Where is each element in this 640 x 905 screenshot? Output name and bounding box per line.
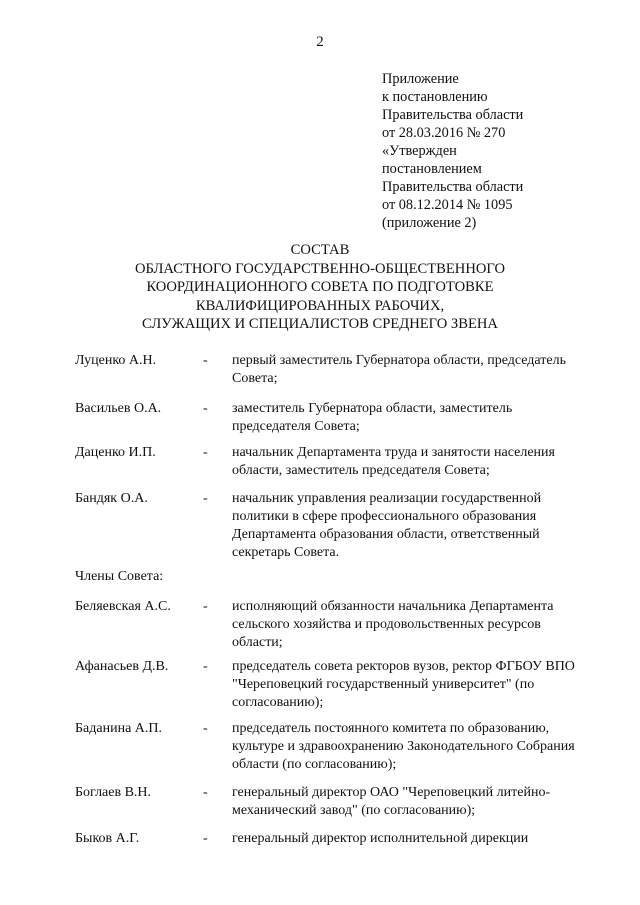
position-line: области, заместитель председателя Совета; (232, 463, 490, 478)
position-line: области; (232, 635, 283, 650)
dash: - (203, 353, 208, 368)
document-title (0, 241, 640, 334)
title-line: КВАЛИФИЦИРОВАННЫХ РАБОЧИХ, (195, 297, 445, 314)
position-line: председателя Совета; (232, 419, 360, 434)
member-position (232, 784, 604, 820)
page-number: 2 (316, 34, 324, 50)
member-position (232, 830, 604, 848)
member-name: Боглаев В.Н. (75, 785, 152, 800)
appendix-line: к постановлению (382, 89, 488, 105)
appendix-line: от 28.03.2016 № 270 (382, 125, 506, 141)
title-line: СЛУЖАЩИХ И СПЕЦИАЛИСТОВ СРЕДНЕГО ЗВЕНА (142, 316, 498, 332)
dash: - (203, 401, 208, 416)
member-name: Даценко И.П. (75, 445, 156, 460)
position-line: политики в сфере профессионального образования (232, 509, 537, 524)
position-line: первый заместитель Губернатора области, председатель (232, 353, 566, 368)
position-line: Департамента образования области, ответственный (232, 527, 540, 542)
position-line: сельского хозяйства и продовольственных ресурсов (232, 617, 541, 632)
dash: - (203, 721, 208, 736)
dash: - (203, 659, 208, 674)
position-line: механический завод" (по согласованию); (232, 803, 476, 818)
position-line: секретарь Совета. (232, 545, 340, 560)
member-position (232, 720, 604, 774)
member-position (232, 352, 604, 388)
appendix-line: Правительства области (382, 107, 524, 123)
position-line: согласованию); (232, 695, 324, 710)
member-name: Быков А.Г. (75, 831, 140, 846)
members-label: Члены Совета: (75, 569, 164, 584)
dash: - (203, 491, 208, 506)
position-line: культуре и здравоохранению Законодательного Собрания (232, 739, 575, 754)
member-name: Афанасьев Д.В. (75, 659, 169, 674)
position-line: генеральный директор ОАО "Череповецкий литейно- (232, 785, 551, 800)
member-name: Баданина А.П. (75, 721, 163, 736)
appendix-header (382, 70, 523, 232)
position-line: председатель совета ректоров вузов, ректор ФГБОУ ВПО (232, 659, 575, 674)
position-line: исполняющий обязанности начальника Департамента (232, 599, 554, 614)
title-line: КООРДИНАЦИОННОГО СОВЕТА ПО ПОДГОТОВКЕ (146, 279, 494, 295)
member-position (232, 400, 604, 436)
dash: - (203, 785, 208, 800)
position-line: "Череповецкий государственный университет" (по (232, 677, 535, 692)
appendix-line: Правительства области (382, 179, 524, 195)
member-name: Бандяк О.А. (75, 491, 148, 506)
position-line: начальник Департамента труда и занятости населения (232, 445, 555, 460)
dash: - (203, 599, 208, 614)
appendix-line: постановлением (382, 161, 482, 177)
position-line: области (по согласованию); (232, 757, 397, 772)
position-line: заместитель Губернатора области, заместитель (232, 401, 513, 416)
appendix-line: Приложение (382, 71, 459, 87)
member-name: Луценко А.Н. (75, 353, 157, 368)
title-line: ОБЛАСТНОГО ГОСУДАРСТВЕННО-ОБЩЕСТВЕННОГО (134, 260, 506, 277)
title-line: СОСТАВ (290, 242, 350, 258)
position-line: генеральный директор исполнительной дирекции (232, 831, 529, 846)
member-position (232, 490, 604, 562)
position-line: Совета; (232, 371, 278, 386)
member-position (232, 658, 604, 712)
position-line: начальник управления реализации государственной (232, 491, 542, 506)
member-name: Васильев О.А. (75, 401, 162, 416)
position-line: председатель постоянного комитета по образованию, (232, 721, 550, 736)
member-position (232, 598, 604, 652)
appendix-line: от 08.12.2014 № 1095 (382, 197, 513, 213)
dash: - (203, 831, 208, 846)
appendix-line: (приложение 2) (382, 215, 477, 231)
dash: - (203, 445, 208, 460)
appendix-line: «Утвержден (382, 143, 457, 159)
member-position (232, 444, 604, 480)
member-name: Беляевская А.С. (75, 599, 171, 614)
